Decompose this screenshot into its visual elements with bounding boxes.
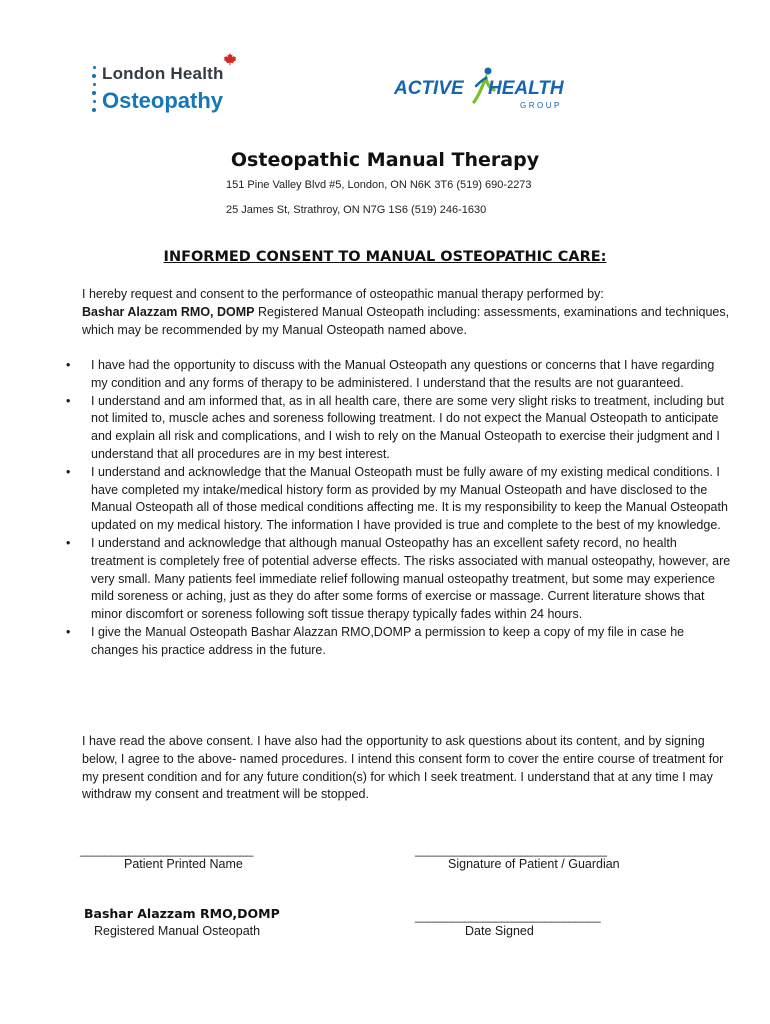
consent-heading: INFORMED CONSENT TO MANUAL OSTEOPATHIC CARE: [163, 249, 607, 265]
logo-line2: Osteopathy [102, 88, 224, 113]
bullet-icon: • [66, 624, 71, 639]
bullet-icon: • [66, 535, 71, 550]
date-signed-label: Date Signed [465, 924, 534, 938]
consent-paragraph: I have read the above consent. I have also had the opportunity to ask questions about its content, and by signing below, I agree to the above- named procedures. I intend this consent form to cover the entire course of treatment for my present condition and for any future condition(s) for which I seek treatment. I understand that at any time I may withdraw my consent and treatment will be stopped. [82, 734, 724, 802]
logo-health-text: HEALTH [488, 78, 564, 99]
intro-line1: I hereby request and consent to the performance of osteopathic manual therapy performed by: [82, 287, 604, 301]
address-london: 151 Pine Valley Blvd #5, London, ON N6K 3T6 (519) 690-2273 [226, 179, 532, 191]
patient-printed-name-label: Patient Printed Name [124, 857, 243, 871]
list-item: • I understand and acknowledge that the Manual Osteopath must be fully aware of my existing medical conditions. I have completed my intake/medical history form as provided by my Manual Osteopath and have disclosed to the Manual Osteopath all of those medical conditions affecting me. It is my responsibility to keep the Manual Osteopath updated on my medical history. The information I have provided is true and complete to the best of my knowledge. [66, 464, 728, 533]
logo-line1: London Health [102, 64, 224, 83]
intro-paragraph [82, 286, 732, 339]
logo-active-text: ACTIVE [394, 78, 464, 99]
list-item: • I understand and am informed that, as in all health care, there are some very slight risks to treatment, including but not limited to, muscle aches and soreness following treatment. I do not expect the Manual Osteopath to anticipate and explain all risk and complications, and I wish to rely on the Manual Osteopath to exercise their judgment and I understand that all procedures are in my best interest. [66, 393, 724, 461]
maple-leaf-icon [223, 52, 237, 66]
list-item: • I have had the opportunity to discuss with the Manual Osteopath any questions or concerns that I have regarding my condition and any forms of therapy to be administered. I understand that the results are not guaranteed. [66, 358, 715, 390]
patient-name-line[interactable]: ____________________________ [80, 843, 253, 857]
consent-bullet-list [66, 357, 732, 660]
bullet-icon: • [66, 464, 71, 479]
list-item: • I give the Manual Osteopath Bashar Alazzan RMO,DOMP a permission to keep a copy of my file in case he changes his practice address in the future. [66, 624, 685, 657]
address-strathroy: 25 James St, Strathroy, ON N7G 1S6 (519) 246-1630 [226, 204, 487, 216]
signature-line[interactable]: _______________________________ [415, 843, 607, 857]
bullet-icon: • [66, 393, 71, 408]
logo-dots [92, 66, 100, 117]
london-health-osteopathy-logo [92, 52, 252, 124]
document-title: Osteopathic Manual Therapy [230, 149, 540, 171]
practitioner-name-inline: Bashar Alazzam RMO, DOMP [82, 304, 255, 319]
active-health-group-logo [394, 66, 584, 112]
signature-label: Signature of Patient / Guardian [448, 857, 620, 871]
practitioner-title: Registered Manual Osteopath [94, 924, 261, 938]
date-signed-line[interactable]: ______________________________ [415, 909, 601, 923]
logo-group-text: GROUP [520, 101, 562, 110]
list-item: • I understand and acknowledge that although manual Osteopathy has an excellent safety record, no health treatment is completely free of potential adverse effects. The risks associated with manual osteopathy, however, are very small. Many patients feel immediate relief following manual osteopathy treatment, but some may experience mild soreness or aching, just as they do after some forms of exercise or massage. Current literature shows that minor discomfort or soreness following soft tissue therapy typically fades within 24 hours. [66, 535, 731, 622]
bullet-icon: • [66, 358, 71, 372]
intro-rest: Registered Manual Osteopath including: assessments, examinations and techniques, which may be recommended by my Manual Osteopath named above. [82, 304, 730, 337]
practitioner-name: Bashar Alazzam RMO,DOMP [84, 906, 280, 921]
